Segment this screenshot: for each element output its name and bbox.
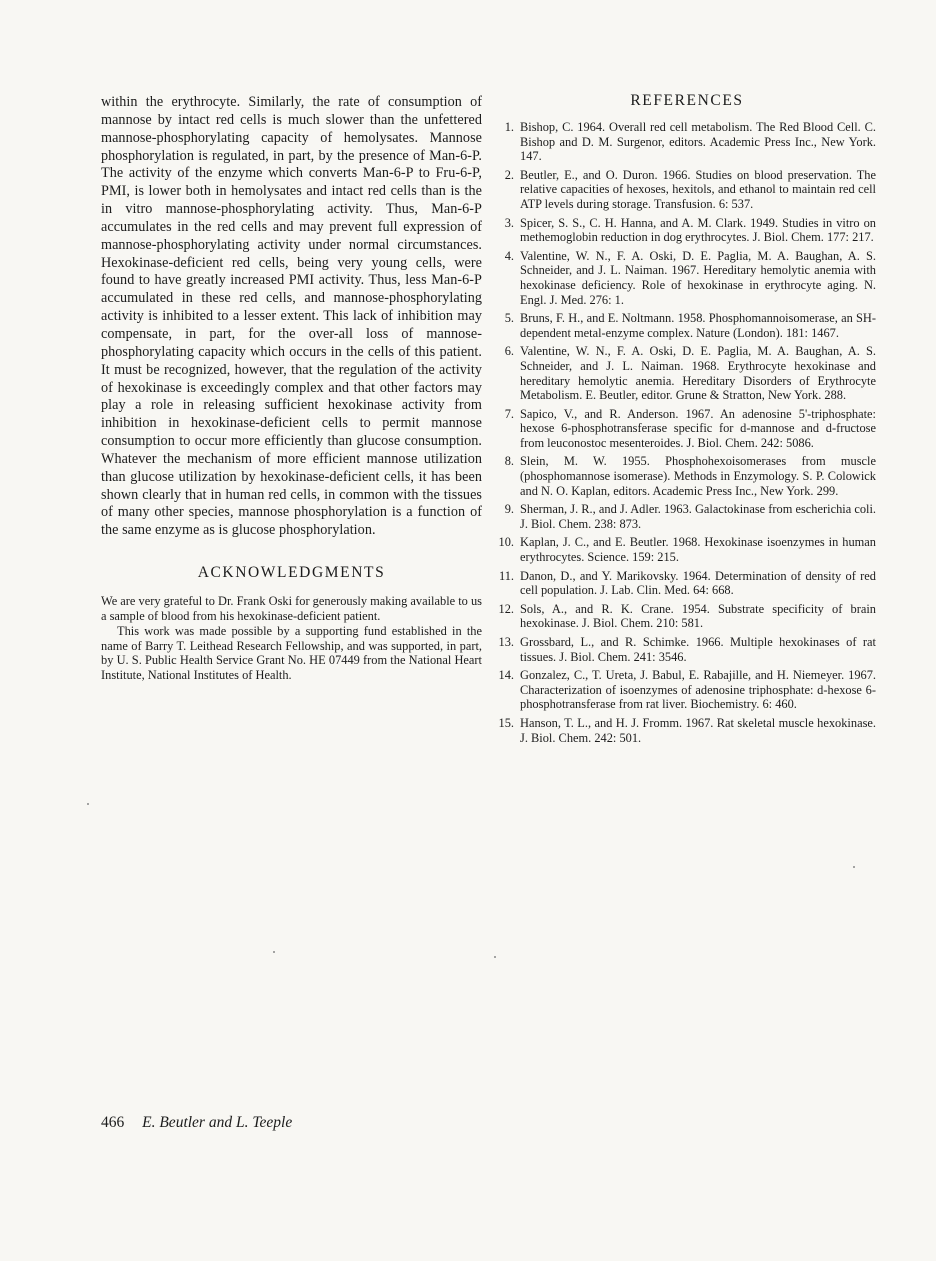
reference-number: 2. [504,167,514,182]
reference-text: Valentine, W. N., F. A. Oski, D. E. Paglia, M. A. Baughan, A. S. Schneider, and J. L. Naiman. 1968. Erythrocyte hexokinase and hereditary hemolytic anemia. Hereditary Disorders of Erythrocyte Metabolism. E. Beutler, editor. Grune & Stratton, New York. 288. [520,344,876,403]
reference-text: Danon, D., and Y. Marikovsky. 1964. Determination of density of red cell population. J. Lab. Clin. Med. 64: 668. [520,568,876,598]
reference-text: Sols, A., and R. K. Crane. 1954. Substrate specificity of brain hexokinase. J. Biol. Chem. 210: 581. [520,601,876,631]
reference-number: 5. [504,311,514,326]
references-heading: REFERENCES [630,92,744,109]
reference-text: Kaplan, J. C., and E. Beutler. 1968. Hexokinase isoenzymes in human erythrocytes. Science. 159: 215. [520,535,876,565]
acknowledgments-paragraph-1: We are very grateful to Dr. Frank Oski for generously making available to us a sample of blood from his hexokinase-deficient patient. [101,594,482,623]
reference-item-11 [498,569,876,598]
reference-number: 9. [504,502,514,517]
reference-number: 11. [498,568,514,583]
reference-text: Sapico, V., and R. Anderson. 1967. An adenosine 5'-triphosphate: hexose 6-phosphotransferase specific for d-mannose and d-fructose from leuconostoc mesenteroides. J. Biol. Chem. 242: 5086. [520,406,876,450]
reference-number: 1. [504,120,514,134]
reference-number: 13. [498,635,514,649]
reference-text: Beutler, E., and O. Duron. 1966. Studies on blood preservation. The relative capacities of hexoses, hexitols, and ethanol to maintain red cell ATP levels during storage. Transfusion. 6: 537. [520,167,876,211]
reference-text: Bruns, F. H., and E. Noltmann. 1958. Phosphomannoisomerase, an SH-dependent metal-enzyme complex. Nature (London). 181: 1467. [520,311,876,340]
left-column [101,94,482,683]
reference-number: 4. [504,248,514,263]
reference-text: Slein, M. W. 1955. Phosphohexoisomerases from muscle (phosphomannose isomerase). Methods in Enzymology. S. P. Colowick and N. O. Kaplan, editors. Academic Press Inc., New York. 299. [520,454,876,498]
page-number: 466 [101,1114,125,1131]
reference-number: 8. [504,454,514,469]
reference-list [498,120,876,745]
reference-item-4 [498,249,876,307]
reference-item-2 [498,168,876,212]
print-speck [87,803,89,805]
reference-item-3 [498,216,876,245]
reference-number: 10. [498,535,514,550]
reference-item-7 [498,407,876,451]
reference-text: Spicer, S. S., C. H. Hanna, and A. M. Clark. 1949. Studies in vitro on methemoglobin reduction in dog erythrocytes. J. Biol. Chem. 177: 217. [520,215,876,245]
right-column [498,92,876,749]
page-footer [101,1114,292,1132]
discussion-paragraph: within the erythrocyte. Similarly, the rate of consumption of mannose by intact red cells is much slower than the unfettered mannose-phosphorylating capacity of hemolysates. Mannose phosphorylation is regulated, in part, by the presence of Man-6-P. The activity of the enzyme which converts Man-6-P to Fru-6-P, PMI, is lower both in hemolysates and intact red cells than is the in vitro mannose-phosphorylating activity. Thus, Man-6-P accumulates in the red cells and may prevent full expression of mannose-phosphorylating activity under normal circumstances. Hexokinase-deficient red cells, being very young cells, were found to have greatly increased PMI activity. Thus, less Man-6-P accumulated in these red cells, and mannose-phosphorylating activity is inhibited to a lesser extent. This lack of inhibition may compensate, in part, for the over-all loss of mannose-phosphorylating capacity which occurs in the cells of this patient. It must be recognized, however, that the regulation of the activity of hexokinase is exceedingly complex and that other factors may play a role in releasing sufficient hexokinase activity from inhibition in hexokinase-deficient cells to permit mannose consumption to occur more efficiently than glucose consumption. Whatever the mechanism of more efficient mannose utilization than glucose utilization by hexokinase-deficient cells, it has been shown clearly that in human red cells, in common with the tissues of many other species, mannose phosphorylation is a function of the same enzyme as is glucose phosphorylation. [101,94,482,539]
reference-text: Bishop, C. 1964. Overall red cell metabolism. The Red Blood Cell. C. Bishop and D. M. Surgenor, editors. Academic Press Inc., New York. 147. [520,120,876,164]
reference-item-6 [498,344,876,402]
print-speck [494,956,496,958]
reference-item-9 [498,502,876,531]
reference-number: 12. [498,601,514,616]
reference-item-10 [498,535,876,564]
acknowledgments-paragraph-2: This work was made possible by a supporting fund established in the name of Barry T. Leithead Research Fellowship, and was supported, in part, by U. S. Public Health Service Grant No. HE 07449 from the National Heart Institute, National Institutes of Health. [101,624,482,683]
reference-item-15 [498,716,876,745]
reference-number: 15. [498,715,514,730]
reference-text: Gonzalez, C., T. Ureta, J. Babul, E. Rabajille, and H. Niemeyer. 1967. Characterization of isoenzymes of adenosine triphosphate: d-hexose 6-phosphotransferase from rat liver. Biochemistry. 6: 460. [520,668,876,712]
reference-item-13 [498,635,876,664]
reference-text: Valentine, W. N., F. A. Oski, D. E. Paglia, M. A. Baughan, A. S. Schneider, and J. L. Naiman. 1967. Hereditary hemolytic anemia with hexokinase deficiency. Role of hexokinase in erythrocyte aging. N. Engl. J. Med. 276: 1. [520,248,876,307]
reference-text: Sherman, J. R., and J. Adler. 1963. Galactokinase from escherichia coli. J. Biol. Chem. 238: 873. [520,502,876,531]
acknowledgments-heading: ACKNOWLEDGMENTS [197,564,386,582]
reference-number: 14. [498,668,514,683]
print-speck [273,951,275,953]
reference-item-1 [498,120,876,164]
reference-item-12 [498,602,876,631]
reference-number: 3. [504,215,514,230]
reference-text: Hanson, T. L., and H. J. Fromm. 1967. Rat skeletal muscle hexokinase. J. Biol. Chem. 242: 501. [520,715,876,745]
reference-text: Grossbard, L., and R. Schimke. 1966. Multiple hexokinases of rat tissues. J. Biol. Chem. 241: 3546. [520,635,876,664]
reference-item-14 [498,668,876,712]
running-authors: E. Beutler and L. Teeple [142,1114,293,1131]
reference-item-5 [498,311,876,340]
reference-item-8 [498,454,876,498]
reference-number: 6. [504,344,514,359]
print-speck [853,866,855,868]
reference-number: 7. [504,406,514,421]
